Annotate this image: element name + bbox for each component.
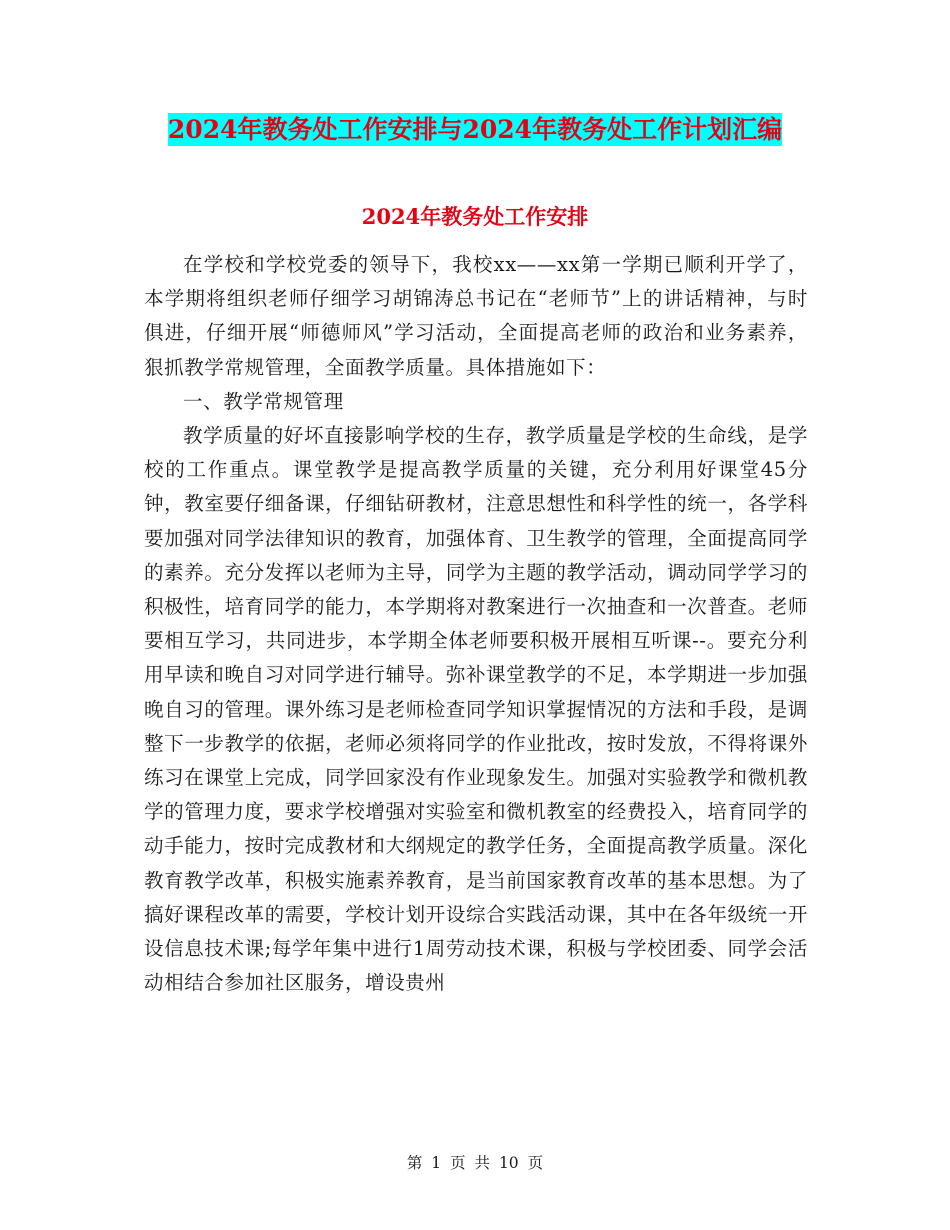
- body-paragraph: 教学质量的好坏直接影响学校的生存，教学质量是学校的生命线，是学校的工作重点。课堂教学是提高教学质量的关键，充分利用好课堂45分钟，教室要仔细备课，仔细钻研教材，注意思想性和科学性的统一，各学科要加强对同学法律知识的教育，加强体育、卫生教学的管理，全面提高同学的素养。充分发挥以老师为主导，同学为主题的教学活动，调动同学学习的积极性，培育同学的能力，本学期将对教案进行一次抽查和一次普查。老师要相互学习，共同进步，本学期全体老师要积极开展相互听课--。要充分利用早读和晚自习对同学进行辅导。弥补课堂教学的不足，本学期进一步加强晚自习的管理。课外练习是老师检查同学知识掌握情况的方法和手段，是调整下一步教学的依据，老师必须将同学的作业批改，按时发放，不得将课外练习在课堂上完成，同学回家没有作业现象发生。加强对实验教学和微机教学的管理力度，要求学校增强对实验室和微机教室的经费投入，培育同学的动手能力，按时完成教材和大纲规定的教学任务，全面提高教学质量。深化教育教学改革，积极实施素养教育，是当前国家教育改革的基本思想。为了搞好课程改革的需要，学校计划开设综合实践活动课，其中在各年级统一开设信息技术课;每学年集中进行1周劳动技术课，积极与学校团委、同学会活动相结合参加社区服务，增设贵州: [144, 424, 808, 995]
- document-body: [144, 248, 808, 1000]
- section-title: 2024年教务处工作安排: [361, 204, 589, 229]
- page-footer: 第 1 页 共 10 页: [406, 1154, 544, 1172]
- document-title: [0, 112, 950, 148]
- body-heading: 一、教学常规管理: [183, 389, 344, 413]
- document-title-text: 2024年教务处工作安排与2024年教务处工作计划汇编: [167, 115, 783, 144]
- body-paragraph: 在学校和学校党委的领导下，我校xx——xx第一学期已顺利开学了，本学期将组织老师仔细学习胡锦涛总书记在“老师节”上的讲话精神，与时俱进，仔细开展“师德师风”学习活动，全面提高老师的政治和业务素养，狠抓教学常规管理，全面教学质量。具体措施如下：: [144, 253, 808, 379]
